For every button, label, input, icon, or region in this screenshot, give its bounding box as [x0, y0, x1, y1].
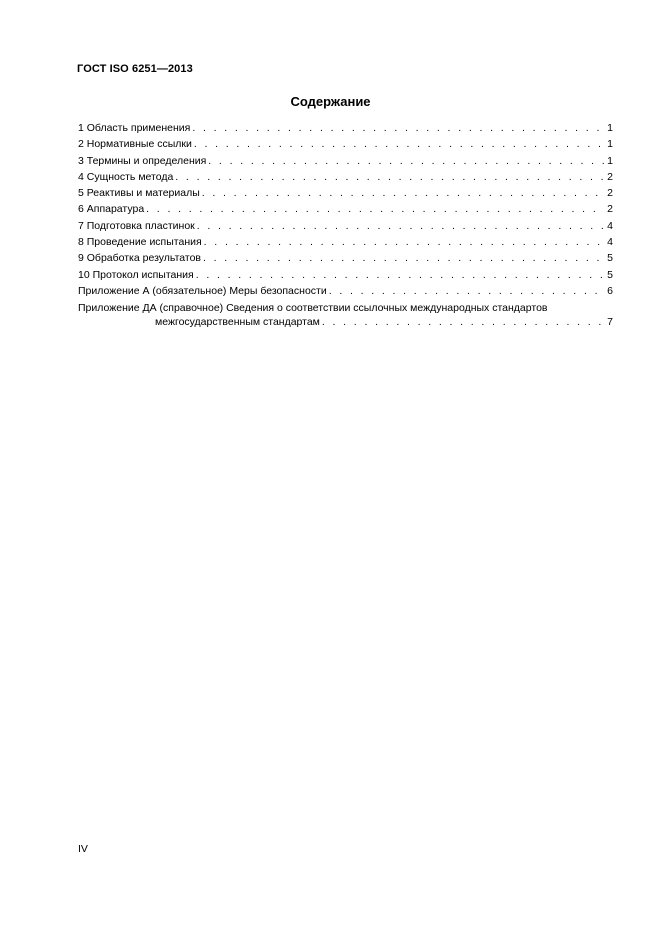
toc-entry-test-report[interactable] [78, 269, 613, 285]
dot-leader [203, 252, 604, 265]
toc-entry-page: 2 [607, 170, 613, 183]
toc-entry-label: 9 Обработка результатов [78, 252, 201, 265]
dot-leader [208, 155, 604, 168]
toc-entry-page: 7 [607, 316, 613, 329]
dot-leader [202, 187, 604, 200]
toc-entry-page: 5 [607, 268, 613, 281]
toc-entry-label: 4 Сущность метода [78, 170, 174, 183]
toc-entry-label: 3 Термины и определения [78, 154, 207, 167]
dot-leader [197, 220, 604, 233]
toc-entry-page: 2 [607, 203, 613, 216]
toc-entry-appendix-da[interactable] [78, 302, 613, 332]
toc-entry-label: 2 Нормативные ссылки [78, 138, 192, 151]
toc-entry-page: 2 [607, 187, 613, 200]
dot-leader [196, 269, 604, 282]
toc-entry-page: 1 [607, 122, 613, 134]
toc-entry-appendix-a[interactable] [78, 285, 613, 301]
document-header-code: ГОСТ ISO 6251—2013 [77, 63, 193, 75]
toc-entry-results-processing[interactable] [78, 252, 613, 268]
contents-title: Содержание [290, 94, 371, 109]
toc-entry-label: 8 Проведение испытания [78, 236, 202, 249]
toc-entry-page: 4 [607, 236, 613, 249]
toc-entry-label-continuation: межгосударственным стандартам [155, 316, 320, 329]
toc-entry-principle[interactable] [78, 171, 613, 187]
toc-entry-page: 4 [607, 219, 613, 232]
toc-entry-label: 7 Подготовка пластинок [78, 219, 195, 232]
page-number: IV [78, 843, 88, 855]
toc-entry-label: 6 Аппаратура [78, 203, 145, 216]
toc-entry-terms-definitions[interactable] [78, 155, 613, 171]
table-of-contents [78, 122, 613, 333]
toc-entry-page: 5 [607, 252, 613, 265]
toc-entry-label: 10 Протокол испытания [78, 268, 194, 281]
dot-leader [146, 203, 604, 216]
toc-entry-plate-preparation[interactable] [78, 220, 613, 236]
dot-leader [204, 236, 604, 249]
dot-leader [322, 316, 604, 329]
toc-entry-normative-references[interactable] [78, 138, 613, 154]
toc-entry-reagents-materials[interactable] [78, 187, 613, 203]
dot-leader [194, 138, 604, 151]
toc-entry-apparatus[interactable] [78, 203, 613, 219]
toc-entry-scope[interactable] [78, 122, 613, 138]
toc-entry-page: 1 [607, 138, 613, 151]
toc-entry-label: 5 Реактивы и материалы [78, 187, 200, 200]
dot-leader [175, 171, 604, 184]
toc-entry-label: Приложение А (обязательное) Меры безопасности [78, 284, 327, 297]
toc-entry-label: 1 Область применения [78, 122, 191, 134]
dot-leader [329, 285, 604, 298]
dot-leader [192, 122, 604, 135]
toc-entry-page: 6 [607, 284, 613, 297]
toc-entry-label: Приложение ДА (справочное) Сведения о соответствии ссылочных международных стандартов [78, 302, 548, 315]
toc-entry-page: 1 [607, 154, 613, 167]
toc-entry-test-procedure[interactable] [78, 236, 613, 252]
